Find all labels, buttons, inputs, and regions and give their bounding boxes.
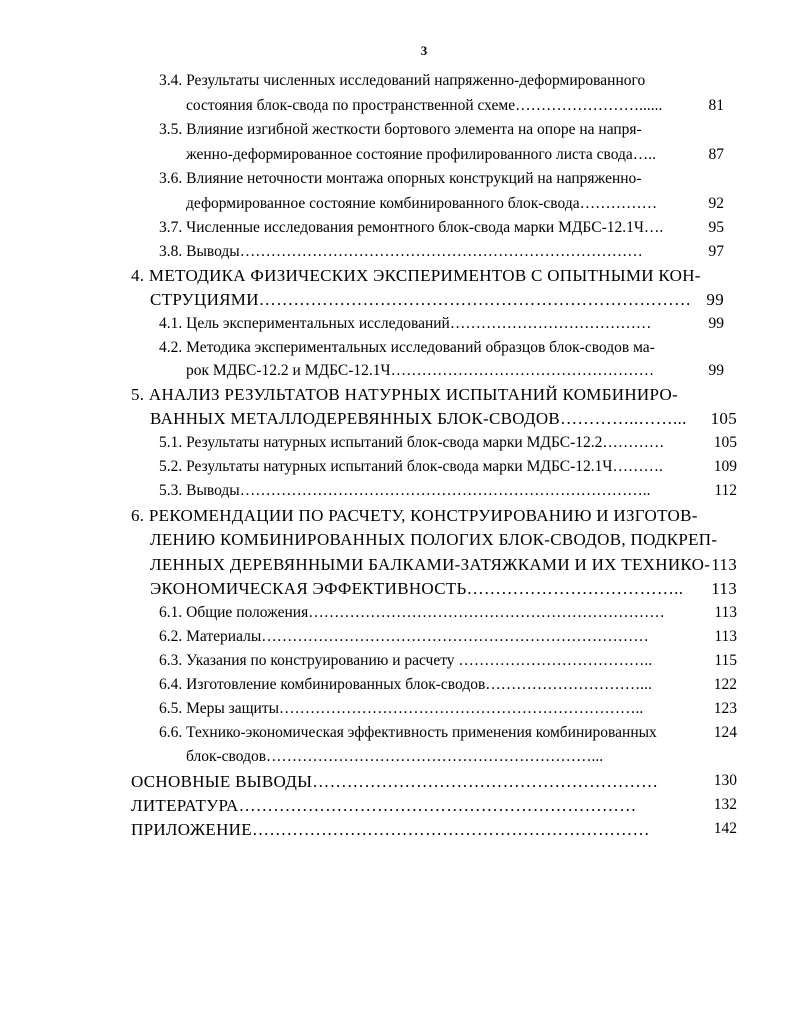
- toc-appendix: ПРИЛОЖЕНИЕ……………………………………………………………: [131, 820, 650, 839]
- toc-entry-3-7-page: 95: [708, 219, 724, 236]
- toc-entry-5-2: 5.2. Результаты натурных испытаний блок-свода марки МДБС-12.1Ч……….: [159, 458, 663, 475]
- toc-literature: ЛИТЕРАТУРА……………………………………………………………: [131, 796, 637, 815]
- toc-chapter-6-line-1: 6. РЕКОМЕНДАЦИИ ПО РАСЧЕТУ, КОНСТРУИРОВАНИЮ И ИЗГОТОВ-: [131, 506, 698, 525]
- toc-entry-6-4: 6.4. Изготовление комбинированных блок-сводов…………………………...: [159, 676, 652, 693]
- toc-chapter-6-line-2: ЛЕНИЮ КОМБИНИРОВАННЫХ ПОЛОГИХ БЛОК-СВОДОВ, ПОДКРЕП-: [150, 530, 718, 549]
- toc-entry-4-2-line-2: рок МДБС-12.2 и МДБС-12.1Ч……………………………………………: [186, 362, 655, 379]
- toc-entry-3-5-page: 87: [708, 146, 724, 163]
- toc-entry-6-2-page: 113: [714, 628, 737, 645]
- toc-chapter-6-line-4: ЭКОНОМИЧЕСКАЯ ЭФФЕКТИВНОСТЬ………………………………..: [150, 579, 684, 598]
- toc-entry-5-3: 5.3. Выводы……………………………………………………………………..: [159, 482, 651, 499]
- toc-entry-6-5: 6.5. Меры защиты……………………………………………………………..: [159, 700, 644, 717]
- toc-appendix-page: 142: [713, 820, 737, 837]
- toc-entry-3-4-line-1: 3.4. Результаты численных исследований напряженно-деформированного: [159, 72, 646, 89]
- toc-chapter-6-line-4-page: 113: [711, 579, 737, 598]
- toc-entry-5-1: 5.1. Результаты натурных испытаний блок-свода марки МДБС-12.2…………: [159, 434, 665, 451]
- toc-entry-6-6-line-2: блок-сводов………………………………………………………...: [186, 748, 604, 765]
- toc-entry-4-2-page: 99: [708, 362, 724, 379]
- toc-chapter-6-line-3: ЛЕННЫХ ДЕРЕВЯННЫМИ БАЛКАМИ-ЗАТЯЖКАМИ И ИХ ТЕХНИКО-: [150, 555, 711, 574]
- toc-conclusions: ОСНОВНЫЕ ВЫВОДЫ……………………………………………………: [131, 772, 659, 791]
- toc-entry-3-5-line-2: женно-деформированное состояние профилированного листа свода…..: [186, 146, 657, 163]
- toc-entry-3-6-page: 92: [708, 195, 724, 212]
- toc-conclusions-page: 130: [713, 772, 737, 789]
- toc-chapter-6-page: 113: [711, 555, 737, 574]
- toc-chapter-4-line-2: СТРУЦИЯМИ…………………………………………………………………: [150, 290, 692, 309]
- toc-entry-4-2-line-1: 4.2. Методика экспериментальных исследований образцов блок-сводов ма-: [159, 339, 655, 356]
- toc-entry-3-4-line-2: состояния блок-свода по пространственной схеме……………………......: [186, 97, 663, 114]
- toc-chapter-5-line-1: 5. АНАЛИЗ РЕЗУЛЬТАТОВ НАТУРНЫХ ИСПЫТАНИЙ КОМБИНИРО-: [131, 385, 678, 404]
- toc-chapter-4-page: 99: [706, 290, 724, 309]
- toc-entry-6-6-line-1: 6.6. Технико-экономическая эффективность применения комбинированных: [159, 724, 657, 741]
- toc-entry-5-1-page: 105: [713, 434, 737, 451]
- toc-entry-6-5-page: 123: [713, 700, 737, 717]
- toc-entry-3-6-line-2: деформированное состояние комбинированного блок-свода……………: [186, 195, 658, 212]
- toc-entry-3-6-line-1: 3.6. Влияние неточности монтажа опорных конструкций на напряженно-: [159, 170, 642, 187]
- toc-entry-6-2: 6.2. Материалы…………………………………………………………………: [159, 628, 649, 645]
- toc-entry-6-1: 6.1. Общие положения……………………………………………………………: [159, 604, 665, 621]
- toc-entry-4-1-page: 99: [708, 315, 724, 332]
- toc-entry-3-8: 3.8. Выводы……………………………………………………………………: [159, 243, 643, 260]
- toc-entry-6-6-page: 124: [713, 724, 737, 741]
- toc-chapter-5-page: 105: [710, 409, 737, 428]
- toc-entry-3-5-line-1: 3.5. Влияние изгибной жесткости бортового элемента на опоре на напря-: [159, 121, 642, 138]
- toc-entry-5-3-page: 112: [714, 482, 737, 499]
- toc-entry-3-8-page: 97: [708, 243, 724, 260]
- toc-entry-6-1-page: 113: [714, 604, 737, 621]
- page-number: 3: [420, 43, 428, 58]
- toc-entry-5-2-page: 109: [713, 458, 737, 475]
- toc-entry-3-7: 3.7. Численные исследования ремонтного блок-свода марки МДБС-12.1Ч….: [159, 219, 664, 236]
- toc-literature-page: 132: [713, 796, 737, 813]
- toc-entry-3-4-page: 81: [708, 97, 724, 114]
- toc-entry-6-3-page: 115: [714, 652, 737, 669]
- toc-entry-6-3: 6.3. Указания по конструированию и расчету ………………………………..: [159, 652, 653, 669]
- toc-entry-4-1: 4.1. Цель экспериментальных исследований…………………………………: [159, 315, 652, 332]
- toc-entry-6-4-page: 122: [713, 676, 737, 693]
- toc-chapter-5-line-2: ВАННЫХ МЕТАЛЛОДЕРЕВЯННЫХ БЛОК-СВОДОВ…………..……...: [150, 409, 687, 428]
- toc-chapter-4-line-1: 4. МЕТОДИКА ФИЗИЧЕСКИХ ЭКСПЕРИМЕНТОВ С ОПЫТНЫМИ КОН-: [131, 266, 701, 285]
